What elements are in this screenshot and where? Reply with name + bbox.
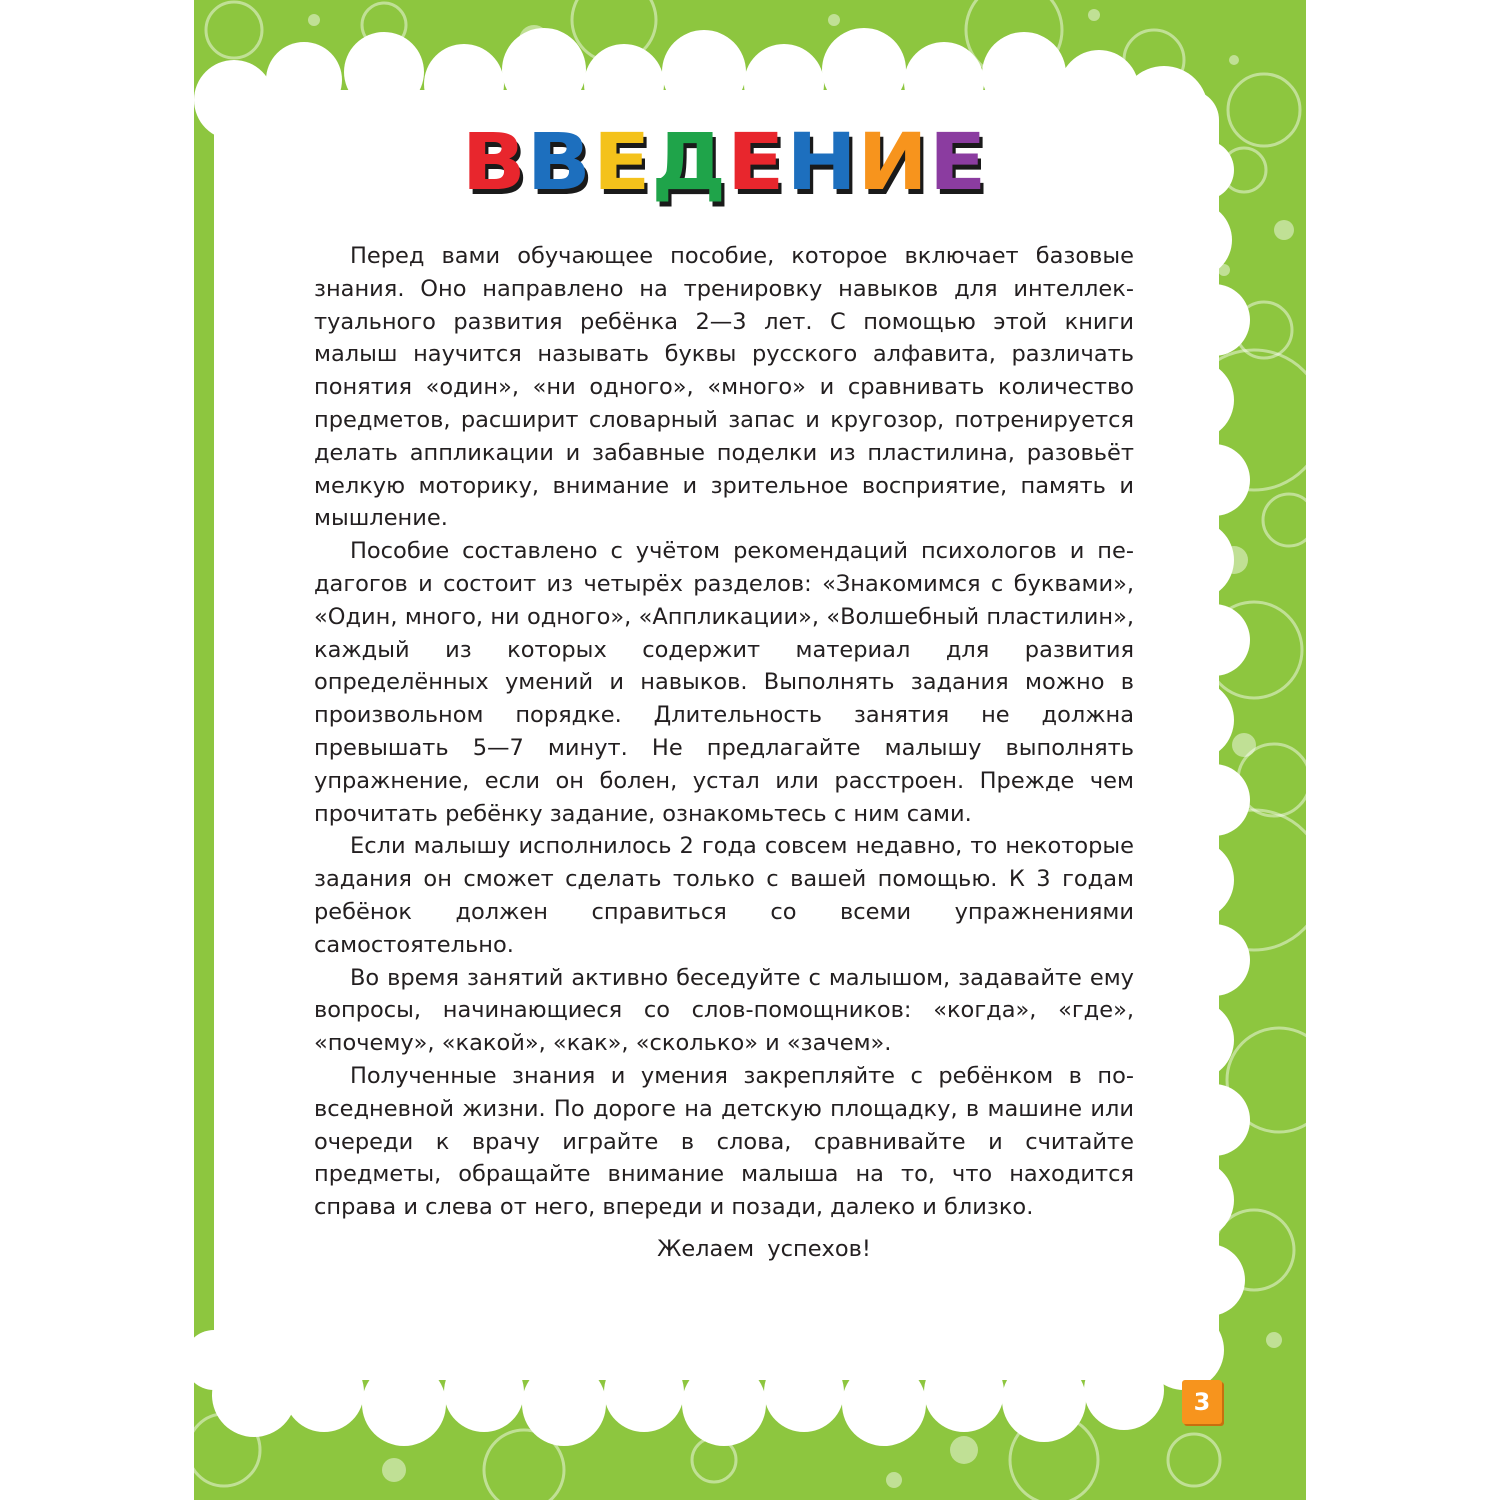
paragraph: Если малышу исполнилось 2 года совсем недавно, то некоторые задания он сможет сделать только с вашей помощью. К 3 годам ребёнок должен справиться со всеми упражнениями самостоятельно. [314, 833, 1134, 958]
page-title [461, 118, 987, 208]
title-letter: Е [727, 118, 785, 208]
title-letter: Е [928, 118, 987, 208]
introduction-text [314, 240, 1134, 1224]
paragraph: Полученные знания и умения закрепляйте с ребёнком в повседневной жизни. По дороге на детскую площадку, в машине или очереди к врачу играйте в слова, сравнивайте и считайте предметы, обращайте внимание малыша на то, что находится справа и слева от него, впереди и позади, далеко и близко. [314, 1062, 1134, 1221]
title-letter: В [461, 118, 526, 208]
book-page [194, 0, 1306, 1500]
title-letter: Н [785, 118, 857, 208]
page-number-badge: 3 [1182, 1380, 1222, 1424]
title-letter: И [857, 118, 928, 208]
paragraph: Во время занятий активно беседуйте с малышом, задавайте ему вопросы, начинающиеся со слов-помощников: «когда», «где», «почему», «какой», «как», «сколько» и «зачем». [314, 964, 1134, 1057]
paragraph: Пособие составлено с учётом рекомендаций психологов и педагогов и состоит из четырёх разделов: «Знакомимся с буквами», «Один, много, ни одного», «Аппликации», «Волшебный пластилин», каждый из которых содержит материал для развития определённых умений и навыков. Выполнять задания можно в произвольном порядке. Длительность занятия не должна превышать 5—7 минут. Не предлагайте малышу выполнять упражнение, если он болен, устал или расстроен. Прежде чем прочитать ребёнку задание, ознакомьтесь с ним сами. [314, 538, 1134, 827]
title-letter: В [526, 118, 591, 208]
title-letter: Д [651, 118, 727, 208]
paragraph: Перед вами обучающее пособие, которое включает базовые знания. Оно направлено на тренировку навыков для интеллектуального развития ребёнка 2—3 лет. С помощью этой книги малыш научится называть буквы русского алфавита, различать понятия «один», «ни одного», «много» и сравнивать количество предметов, расширит словарный запас и кругозор, потренируется делать аппликации и забавные поделки из пластилина, разовьёт мелкую моторику, внимание и зрительное восприятие, память и мышление. [314, 243, 1134, 532]
title-letter: Е [592, 118, 650, 208]
closing-wish: Желаем успехов! [657, 1236, 871, 1262]
